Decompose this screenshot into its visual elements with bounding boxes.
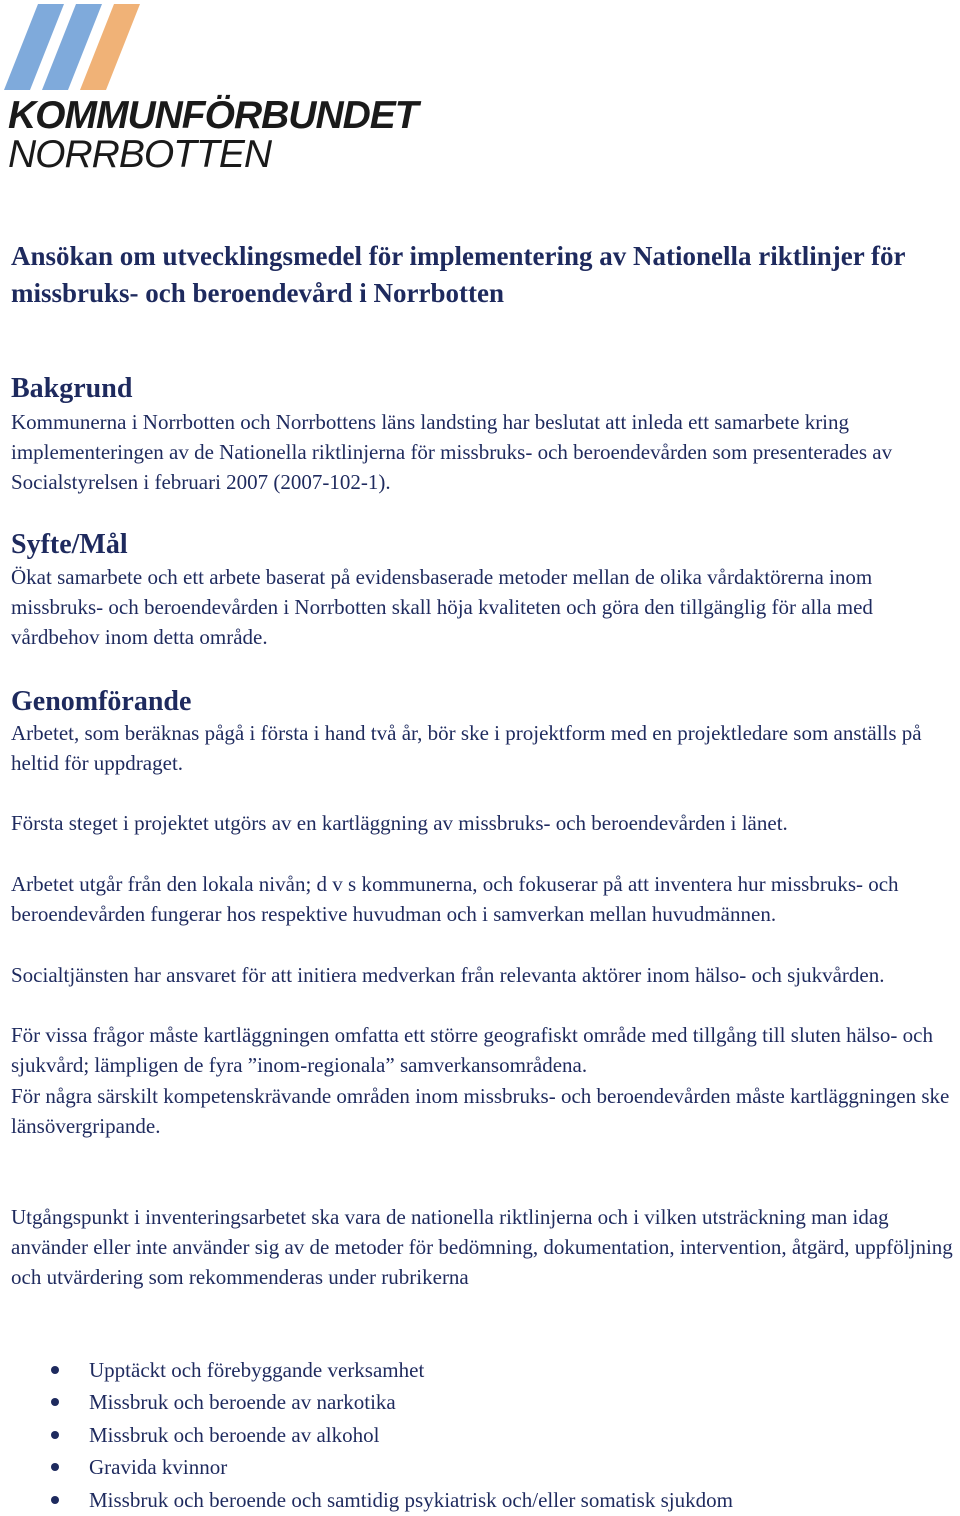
list-item xyxy=(11,1386,951,1418)
document-title: Ansökan om utvecklingsmedel för implementering av Nationella riktlinjer för missbruks- och beroendevård i Norrbotten xyxy=(11,241,905,308)
list-item-text: Upptäckt och förebyggande verksamhet xyxy=(89,1358,425,1382)
logo-wordmark-line1: KOMMUNFÖRBUNDET xyxy=(8,94,418,137)
list-item xyxy=(11,1419,951,1451)
list-item xyxy=(11,1354,951,1386)
bullet-icon xyxy=(51,1431,59,1439)
paragraph-genomforande-5: För vissa frågor måste kartläggningen omfatta ett större geografiskt område med tillgång till sluten hälso- och sjukvård; lämpligen de fyra ”inom-regionala” samverkansområdena. xyxy=(11,1023,934,1078)
heading-genomforande: Genomförande xyxy=(11,686,192,717)
list-item-text: Missbruk och beroende av alkohol xyxy=(89,1422,380,1447)
list-item xyxy=(11,1451,951,1483)
paragraph-bakgrund: Kommunerna i Norrbotten och Norrbottens läns landsting har beslutat att inleda ett samarbete kring implementeringen av de Nationella riktlinjerna för missbruks- och beroendevården som presenterades av Socialstyrelsen i februari 2007 (2007-102-1). xyxy=(11,410,893,495)
paragraph-genomforande-1: Arbetet, som beräknas pågå i första i hand två år, bör ske i projektform med en projektledare som anställs på heltid för uppdraget. xyxy=(11,721,922,776)
paragraph-genomforande-3: Arbetet utgår från den lokala nivån; d v s kommunerna, och fokuserar på att inventera hur missbruks- och beroendevården fungerar hos respektive huvudman och i samverkan mellan huvudmännen. xyxy=(11,872,899,927)
bullet-icon xyxy=(51,1463,59,1471)
logo xyxy=(0,0,420,180)
bullet-icon xyxy=(51,1496,59,1504)
bullet-list xyxy=(11,1354,951,1516)
list-item xyxy=(11,1484,951,1516)
paragraph-genomforande-6: För några särskilt kompetenskrävande områden inom missbruks- och beroendevården måste kartläggningen ske länsövergripande. xyxy=(11,1084,950,1139)
list-item-text: Missbruk och beroende av narkotika xyxy=(89,1390,396,1415)
paragraph-genomforande-2: Första steget i projektet utgörs av en kartläggning av missbruks- och beroendevården i länet. xyxy=(11,811,788,835)
heading-bakgrund: Bakgrund xyxy=(11,373,133,404)
paragraph-utgangspunkt: Utgångspunkt i inventeringsarbetet ska vara de nationella riktlinjerna och i vilken utsträckning man idag använder eller inte använder sig av de metoder för bedömning, dokumentation, intervention, åtgärd, uppföljning och utvärdering som rekommenderas under rubrikerna xyxy=(11,1205,953,1290)
list-item-text: Gravida kvinnor xyxy=(89,1455,228,1480)
paragraph-syfte-mal: Ökat samarbete och ett arbete baserat på evidensbaserade metoder mellan de olika vårdaktörerna inom missbruks- och beroendevården i Norrbotten skall höja kvaliteten och göra den tillgänglig för alla med vårdbehov inom detta område. xyxy=(11,565,873,650)
heading-syfte-mal: Syfte/Mål xyxy=(11,529,128,560)
logo-stripes-graphic xyxy=(0,0,420,100)
logo-wordmark-line2: NORRBOTTEN xyxy=(8,133,271,176)
bullet-icon xyxy=(51,1366,59,1374)
list-item-text: Missbruk och beroende och samtidig psykiatrisk och/eller somatisk sjukdom xyxy=(89,1487,733,1512)
bullet-icon xyxy=(51,1398,59,1406)
paragraph-genomforande-4: Socialtjänsten har ansvaret för att initiera medverkan från relevanta aktörer inom hälso- och sjukvården. xyxy=(11,963,885,987)
